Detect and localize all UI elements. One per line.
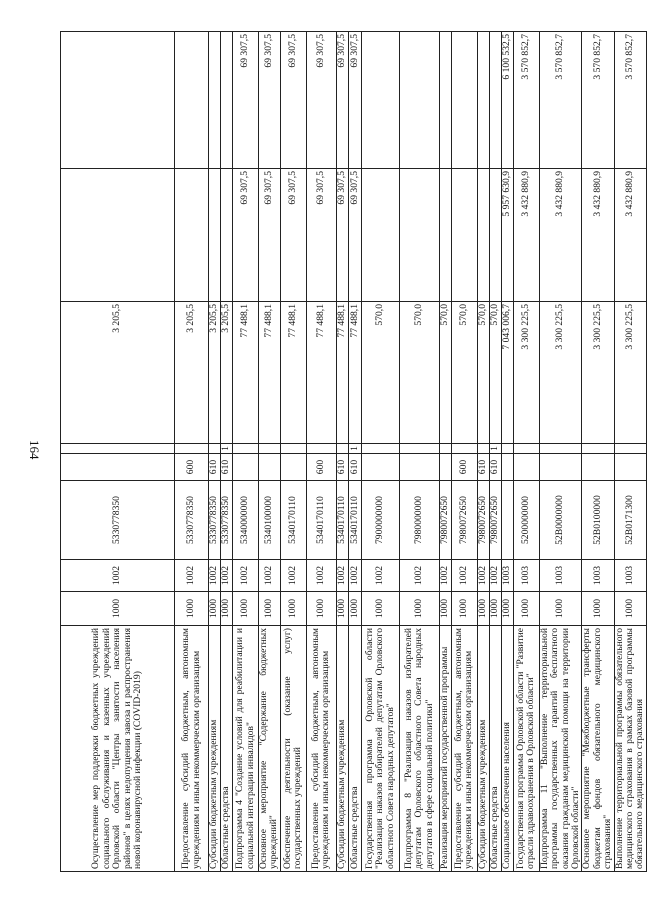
cell-amount-3: 69 307,5 [233, 32, 259, 169]
table-row [280, 32, 306, 872]
cell-amount-1: 3 205,5 [209, 302, 221, 444]
cell-expense-type [280, 454, 306, 481]
cell-amount-2 [361, 169, 399, 302]
cell-description: Областные средства [489, 626, 501, 872]
cell-section: 1000 [336, 592, 348, 626]
table-row [582, 32, 614, 872]
table-row [348, 32, 361, 872]
cell-subsection: 1002 [361, 560, 399, 592]
cell-amount-2: 5 957 630,9 [501, 169, 513, 302]
cell-expense-type [233, 454, 259, 481]
cell-amount-2 [451, 169, 477, 302]
cell-source [336, 444, 348, 454]
cell-amount-2: 69 307,5 [259, 169, 281, 302]
table-row [175, 32, 209, 872]
cell-source [513, 444, 539, 454]
cell-subsection: 1002 [280, 560, 306, 592]
cell-expense-type: 610 [477, 454, 489, 481]
cell-description: Предоставление субсидий бюджетным, автономным учреждениям и иным некоммерческим организациям [175, 626, 209, 872]
cell-description: Выполнение территориальной программы обязательного медицинского страхования в рамках базовой программы обязательного медицинского страхования [614, 626, 646, 872]
cell-section: 1000 [539, 592, 582, 626]
cell-expense-type [399, 454, 439, 481]
cell-subsection: 1002 [306, 560, 336, 592]
table-row [336, 32, 348, 872]
cell-amount-2: 69 307,5 [306, 169, 336, 302]
cell-source [175, 444, 209, 454]
cell-amount-2: 69 307,5 [280, 169, 306, 302]
cell-target-article: 5340170110 [348, 481, 361, 560]
cell-amount-1: 570,0 [451, 302, 477, 444]
cell-description: Государственная программа Орловской области "Развитие отрасли здравоохранения в Орловской области" [513, 626, 539, 872]
cell-expense-type [582, 454, 614, 481]
cell-expense-type [259, 454, 281, 481]
cell-source: 1 [348, 444, 361, 454]
cell-amount-3 [489, 32, 501, 169]
cell-amount-2 [489, 169, 501, 302]
cell-section: 1000 [399, 592, 439, 626]
cell-subsection: 1002 [259, 560, 281, 592]
table-row [399, 32, 439, 872]
cell-amount-1: 570,0 [477, 302, 489, 444]
cell-amount-2: 3 432 880,9 [539, 169, 582, 302]
cell-section: 1000 [477, 592, 489, 626]
cell-source [539, 444, 582, 454]
cell-amount-3: 69 307,5 [259, 32, 281, 169]
cell-amount-2: 3 432 880,9 [582, 169, 614, 302]
cell-amount-1: 570,0 [399, 302, 439, 444]
cell-section: 1000 [221, 592, 233, 626]
cell-section: 1000 [61, 592, 175, 626]
cell-description: Предоставление субсидий бюджетным, автономным учреждениям и иным некоммерческим организациям [306, 626, 336, 872]
cell-target-article: 7980072650 [451, 481, 477, 560]
cell-amount-3 [61, 32, 175, 169]
cell-subsection: 1003 [501, 560, 513, 592]
cell-subsection: 1002 [477, 560, 489, 592]
cell-source [280, 444, 306, 454]
cell-expense-type: 610 [336, 454, 348, 481]
cell-description: Социальное обеспечение населения [501, 626, 513, 872]
cell-source [399, 444, 439, 454]
cell-amount-2: 3 432 880,9 [614, 169, 646, 302]
cell-section: 1000 [439, 592, 451, 626]
cell-amount-1: 77 488,1 [348, 302, 361, 444]
cell-amount-2: 69 307,5 [336, 169, 348, 302]
table-row [439, 32, 451, 872]
cell-amount-1: 77 488,1 [233, 302, 259, 444]
cell-expense-type [439, 454, 451, 481]
cell-target-article: 7980072650 [439, 481, 451, 560]
cell-source [361, 444, 399, 454]
cell-amount-2 [439, 169, 451, 302]
cell-amount-1: 3 300 225,5 [539, 302, 582, 444]
cell-source [439, 444, 451, 454]
table-row [501, 32, 513, 872]
cell-target-article: 5340170110 [280, 481, 306, 560]
cell-amount-3: 69 307,5 [280, 32, 306, 169]
cell-subsection: 1003 [539, 560, 582, 592]
cell-target-article: 5330778350 [175, 481, 209, 560]
cell-target-article [501, 481, 513, 560]
cell-amount-3: 6 100 532,5 [501, 32, 513, 169]
cell-target-article: 5340170110 [336, 481, 348, 560]
cell-amount-3 [439, 32, 451, 169]
table-body [61, 32, 647, 872]
cell-expense-type: 600 [451, 454, 477, 481]
cell-subsection: 1002 [209, 560, 221, 592]
table-row [361, 32, 399, 872]
cell-subsection: 1002 [399, 560, 439, 592]
cell-target-article: 5340100000 [259, 481, 281, 560]
page-number: 164 [27, 440, 42, 460]
cell-source [501, 444, 513, 454]
cell-description: Подпрограмма 11 "Выполнение территориальной программы государственных гарантий бесплатного оказания гражданам медицинской помощи на территории Орловской области" [539, 626, 582, 872]
cell-subsection: 1002 [336, 560, 348, 592]
cell-amount-3: 3 570 852,7 [539, 32, 582, 169]
cell-description: Подпрограмма 4 "Создание условий для реабилитации и социальной интеграции инвалидов" [233, 626, 259, 872]
cell-source: 1 [489, 444, 501, 454]
cell-section: 1000 [280, 592, 306, 626]
cell-amount-2: 69 307,5 [233, 169, 259, 302]
cell-target-article: 7980000000 [399, 481, 439, 560]
cell-expense-type: 610 [348, 454, 361, 481]
cell-amount-1: 77 488,1 [280, 302, 306, 444]
cell-target-article: 5200000000 [513, 481, 539, 560]
table-row [614, 32, 646, 872]
cell-section: 1000 [348, 592, 361, 626]
cell-description: Осуществление мер поддержки бюджетных учреждений социального обслуживания и казенных учреждений Орловской области "Центры занятости населения районов" в целях недопущения завоза и распространения новой коронавирусной инфекции (COVID-2019) [61, 626, 175, 872]
cell-amount-1: 7 043 006,7 [501, 302, 513, 444]
cell-description: Государственная программа Орловской области "Реализация наказов избирателей депутатам Орловского областного Совета народных депутатов" [361, 626, 399, 872]
cell-expense-type [614, 454, 646, 481]
cell-section: 1000 [501, 592, 513, 626]
cell-expense-type [501, 454, 513, 481]
cell-subsection: 1003 [582, 560, 614, 592]
cell-expense-type: 600 [175, 454, 209, 481]
cell-expense-type [361, 454, 399, 481]
cell-amount-3 [361, 32, 399, 169]
cell-subsection: 1002 [451, 560, 477, 592]
cell-source [61, 444, 175, 454]
cell-target-article: 7980072650 [477, 481, 489, 560]
cell-amount-1: 3 300 225,5 [513, 302, 539, 444]
cell-source [306, 444, 336, 454]
cell-description: Предоставление субсидий бюджетным, автономным учреждениям и иным некоммерческим организациям [451, 626, 477, 872]
cell-amount-2 [399, 169, 439, 302]
cell-expense-type: 610 [489, 454, 501, 481]
cell-amount-1: 77 488,1 [306, 302, 336, 444]
cell-amount-3: 3 570 852,7 [582, 32, 614, 169]
cell-subsection: 1002 [61, 560, 175, 592]
cell-section: 1000 [175, 592, 209, 626]
cell-amount-2: 3 432 880,9 [513, 169, 539, 302]
cell-section: 1000 [513, 592, 539, 626]
cell-subsection: 1002 [348, 560, 361, 592]
table-row [259, 32, 281, 872]
cell-amount-1: 3 205,5 [221, 302, 233, 444]
cell-amount-1: 77 488,1 [259, 302, 281, 444]
cell-description: Основное мероприятие "Содержание бюджетных учреждений" [259, 626, 281, 872]
cell-source [209, 444, 221, 454]
cell-expense-type [539, 454, 582, 481]
cell-amount-1: 3 205,5 [175, 302, 209, 444]
cell-section: 1000 [451, 592, 477, 626]
cell-amount-1: 570,0 [489, 302, 501, 444]
cell-amount-2 [477, 169, 489, 302]
cell-subsection: 1003 [513, 560, 539, 592]
cell-section: 1000 [306, 592, 336, 626]
table-row [489, 32, 501, 872]
cell-subsection: 1002 [439, 560, 451, 592]
cell-section: 1000 [489, 592, 501, 626]
table-row [306, 32, 336, 872]
table-row [233, 32, 259, 872]
cell-amount-2 [209, 169, 221, 302]
cell-expense-type: 600 [306, 454, 336, 481]
cell-target-article: 5330778350 [221, 481, 233, 560]
cell-expense-type: 610 [209, 454, 221, 481]
cell-source [259, 444, 281, 454]
cell-source [582, 444, 614, 454]
cell-amount-1: 570,0 [439, 302, 451, 444]
cell-target-article: 52B0171300 [614, 481, 646, 560]
cell-amount-3: 69 307,5 [306, 32, 336, 169]
cell-amount-3: 69 307,5 [348, 32, 361, 169]
table-row [221, 32, 233, 872]
cell-amount-3: 69 307,5 [336, 32, 348, 169]
cell-amount-3 [209, 32, 221, 169]
cell-source: 1 [221, 444, 233, 454]
cell-description: Реализация мероприятий государственной программы [439, 626, 451, 872]
cell-section: 1000 [582, 592, 614, 626]
cell-expense-type [61, 454, 175, 481]
cell-description: Субсидии бюджетным учреждениям [477, 626, 489, 872]
cell-amount-3 [451, 32, 477, 169]
cell-amount-1: 3 300 225,5 [614, 302, 646, 444]
table-row [209, 32, 221, 872]
table-row [539, 32, 582, 872]
cell-source [233, 444, 259, 454]
cell-amount-2 [221, 169, 233, 302]
budget-table [60, 31, 647, 872]
table-row [477, 32, 489, 872]
cell-section: 1000 [209, 592, 221, 626]
cell-source [477, 444, 489, 454]
cell-amount-2: 69 307,5 [348, 169, 361, 302]
cell-amount-2 [175, 169, 209, 302]
cell-description: Обеспечение деятельности (оказание услуг) государственных учреждений [280, 626, 306, 872]
cell-amount-3 [399, 32, 439, 169]
cell-expense-type [513, 454, 539, 481]
cell-subsection: 1003 [614, 560, 646, 592]
cell-amount-3 [477, 32, 489, 169]
cell-target-article: 7900000000 [361, 481, 399, 560]
cell-description: Основное мероприятие "Межбюджетные трансферты бюджетам фондов обязательного медицинского страхования" [582, 626, 614, 872]
cell-amount-2 [61, 169, 175, 302]
cell-target-article: 5340170110 [306, 481, 336, 560]
cell-section: 1000 [233, 592, 259, 626]
cell-amount-3 [221, 32, 233, 169]
cell-amount-3: 3 570 852,7 [614, 32, 646, 169]
table-row [513, 32, 539, 872]
cell-amount-1: 77 488,1 [336, 302, 348, 444]
cell-amount-1: 3 205,5 [61, 302, 175, 444]
cell-section: 1000 [259, 592, 281, 626]
cell-target-article: 52B0000000 [539, 481, 582, 560]
cell-subsection: 1002 [233, 560, 259, 592]
cell-amount-1: 3 300 225,5 [582, 302, 614, 444]
cell-description: Областные средства [348, 626, 361, 872]
cell-expense-type: 610 [221, 454, 233, 481]
cell-description: Подпрограмма 8 "Реализация наказов избирателей депутатам Орловского областного Совета народных депутатов в сфере социальной политики" [399, 626, 439, 872]
cell-subsection: 1002 [489, 560, 501, 592]
cell-section: 1000 [361, 592, 399, 626]
cell-amount-3 [175, 32, 209, 169]
cell-subsection: 1002 [221, 560, 233, 592]
cell-amount-3: 3 570 852,7 [513, 32, 539, 169]
cell-target-article: 7980072650 [489, 481, 501, 560]
cell-section: 1000 [614, 592, 646, 626]
cell-description: Субсидии бюджетным учреждениям [209, 626, 221, 872]
cell-subsection: 1002 [175, 560, 209, 592]
cell-source [614, 444, 646, 454]
cell-target-article: 5330778350 [61, 481, 175, 560]
cell-target-article: 5330778350 [209, 481, 221, 560]
cell-description: Субсидии бюджетным учреждениям [336, 626, 348, 872]
cell-target-article: 5340000000 [233, 481, 259, 560]
table-row [61, 32, 175, 872]
cell-source [451, 444, 477, 454]
cell-description: Областные средства [221, 626, 233, 872]
cell-target-article: 52B0100000 [582, 481, 614, 560]
table-row [451, 32, 477, 872]
cell-amount-1: 570,0 [361, 302, 399, 444]
